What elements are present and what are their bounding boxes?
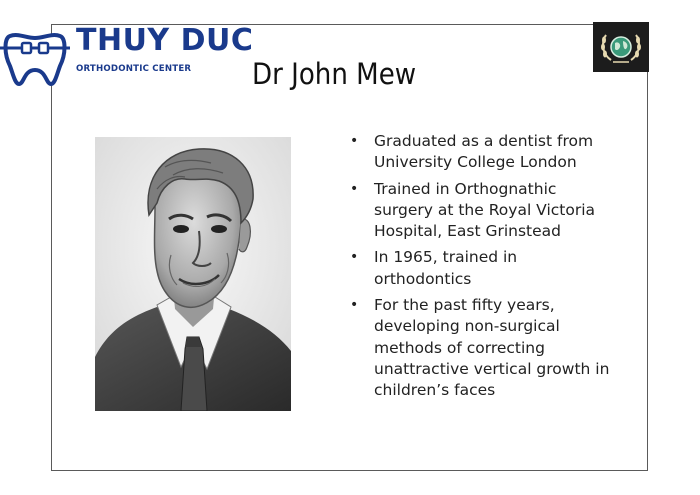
slide-title: Dr John Mew xyxy=(252,57,417,91)
list-item: • In 1965, trained in orthodontics xyxy=(350,248,518,288)
bullet-text: In 1965, trained in orthodontics xyxy=(374,248,518,288)
list-item: • For the past fifty years, developing non-surgical methods of correcting unattractive vertical growth in children’s faces xyxy=(350,296,610,400)
tooth-braces-icon xyxy=(0,22,70,92)
globe-laurel-emblem-icon xyxy=(593,22,649,72)
bullet-text: For the past fifty years, developing non-surgical methods of correcting unattractive vertical growth in children’s faces xyxy=(374,296,610,400)
brand-name: THUY DUC xyxy=(76,23,254,58)
list-item: • Trained in Orthognathic surgery at the Royal Victoria Hospital, East Grinstead xyxy=(350,179,596,241)
brand-subtitle: ORTHODONTIC CENTER xyxy=(76,64,192,74)
bullet-text: Graduated as a dentist from University College London xyxy=(374,132,594,172)
bullet-text: Trained in Orthognathic surgery at the Royal Victoria Hospital, East Grinstead xyxy=(374,179,596,241)
portrait-sketch xyxy=(95,137,291,411)
bullet-list xyxy=(348,131,618,407)
list-item: • Graduated as a dentist from University College London xyxy=(350,132,594,172)
